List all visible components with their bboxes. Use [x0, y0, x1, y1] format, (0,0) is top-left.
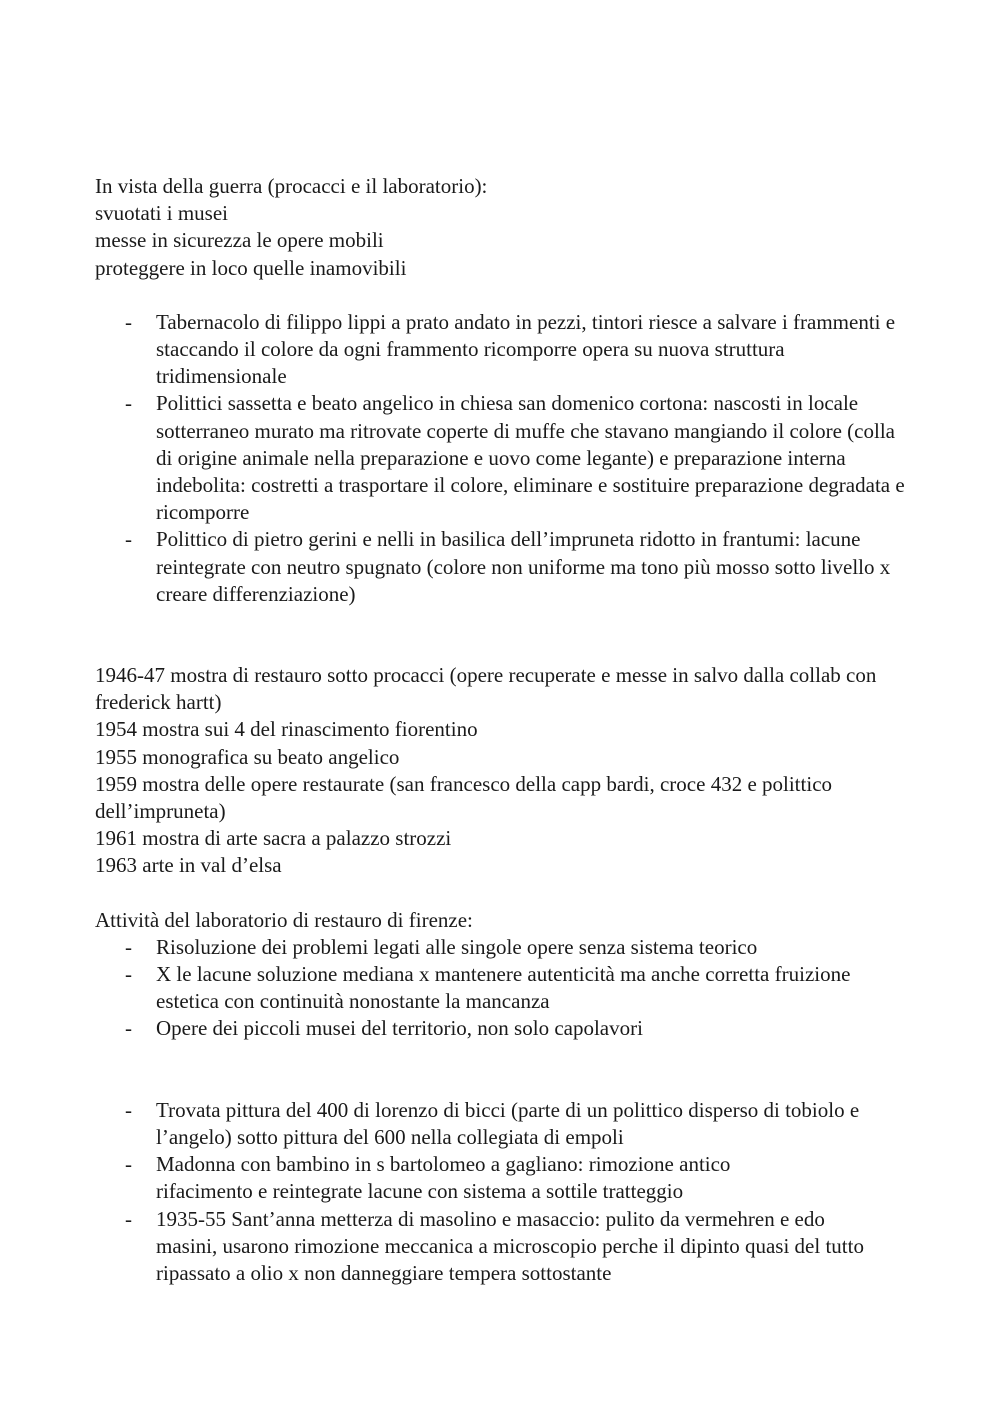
dash-bullet: -: [125, 309, 132, 334]
intro-line: svuotati i musei: [95, 201, 228, 226]
list-item: [95, 390, 915, 526]
dash-bullet: -: [125, 934, 132, 959]
document-page: [95, 173, 915, 1287]
list-item-text: Opere dei piccoli musei del territorio, non solo capolavori: [156, 1016, 643, 1041]
lab-items-list: [95, 934, 915, 1043]
list-item-text: X le lacune soluzione mediana x mantenere autenticità ma anche corretta fruizione estetica con continuità nonostante la mancanza: [156, 962, 851, 1014]
exhibition-entry: 1963 arte in val d’elsa: [95, 853, 282, 878]
exhibition-entry: 1959 mostra delle opere restaurate (san francesco della capp bardi, croce 432 e polittico dell’impruneta): [95, 771, 833, 824]
intro-line: proteggere in loco quelle inamovibili: [95, 255, 407, 280]
dash-bullet: -: [125, 527, 132, 552]
dash-bullet: -: [125, 1206, 132, 1231]
list-item: [95, 934, 915, 961]
intro-line: messe in sicurezza le opere mobili: [95, 228, 384, 253]
list-item-text: Polittico di pietro gerini e nelli in basilica dell’impruneta ridotto in frantumi: lacune reintegrate con neutro spugnato (colore non uniforme ma tono più mosso sotto livello x creare differenziazione): [156, 527, 891, 606]
exhibition-entry: 1955 monografica su beato angelico: [95, 744, 400, 769]
list-item: [95, 309, 915, 391]
list-item-text: Polittici sassetta e beato angelico in chiesa san domenico cortona: nascosti in locale sotterraneo murato ma ritrovate coperte di muffe che stavano mangiando il colore (colla di origine animale nella preparazione e uovo come legante) e preparazione interna indebolita: costretti a trasportare il colore, eliminare e sostituire preparazione degradata e ricomporre: [156, 391, 905, 525]
lab-heading: Attività del laboratorio di restauro di firenze:: [95, 907, 473, 932]
list-item-text: Trovata pittura del 400 di lorenzo di bicci (parte di un polittico disperso di tobiolo e l’angelo) sotto pittura del 600 nella collegiata di empoli: [156, 1097, 860, 1149]
intro-block: [95, 173, 915, 282]
list-item: [95, 1097, 915, 1151]
dash-bullet: -: [125, 962, 132, 987]
exhibitions-block: [95, 662, 885, 880]
war-items-list: [95, 309, 915, 608]
exhibition-entry: 1961 mostra di arte sacra a palazzo strozzi: [95, 826, 452, 851]
works-list: [95, 1097, 915, 1287]
list-item: [95, 1015, 915, 1042]
list-item-text: Risoluzione dei problemi legati alle singole opere senza sistema teorico: [156, 934, 758, 959]
dash-bullet: -: [125, 1152, 132, 1177]
list-item: [95, 961, 915, 1015]
list-item-text: 1935-55 Sant’anna metterza di masolino e masaccio: pulito da vermehren e edo masini, usarono rimozione meccanica a microscopio perche il dipinto quasi del tutto ripassato a olio x non danneggiare tempera sottostante: [156, 1206, 864, 1285]
dash-bullet: -: [125, 1097, 132, 1122]
dash-bullet: -: [125, 1016, 132, 1041]
list-item: [95, 526, 915, 608]
dash-bullet: -: [125, 391, 132, 416]
list-item-text: Madonna con bambino in s bartolomeo a gagliano: rimozione antico rifacimento e reintegrate lacune con sistema a sottile tratteggio: [156, 1152, 731, 1204]
intro-heading: In vista della guerra (procacci e il laboratorio):: [95, 174, 488, 198]
exhibition-entry: 1946-47 mostra di restauro sotto procacci (opere recuperate e messe in salvo dalla collab con frederick hartt): [95, 663, 877, 715]
list-item-text: Tabernacolo di filippo lippi a prato andato in pezzi, tintori riesce a salvare i frammenti e staccando il colore da ogni frammento ricomporre opera su nuova struttura tridimensionale: [156, 309, 896, 389]
list-item: [95, 1206, 915, 1288]
exhibition-entry: 1954 mostra sui 4 del rinascimento fiorentino: [95, 717, 478, 742]
lab-block: [95, 907, 915, 1043]
list-item: [95, 1151, 915, 1205]
